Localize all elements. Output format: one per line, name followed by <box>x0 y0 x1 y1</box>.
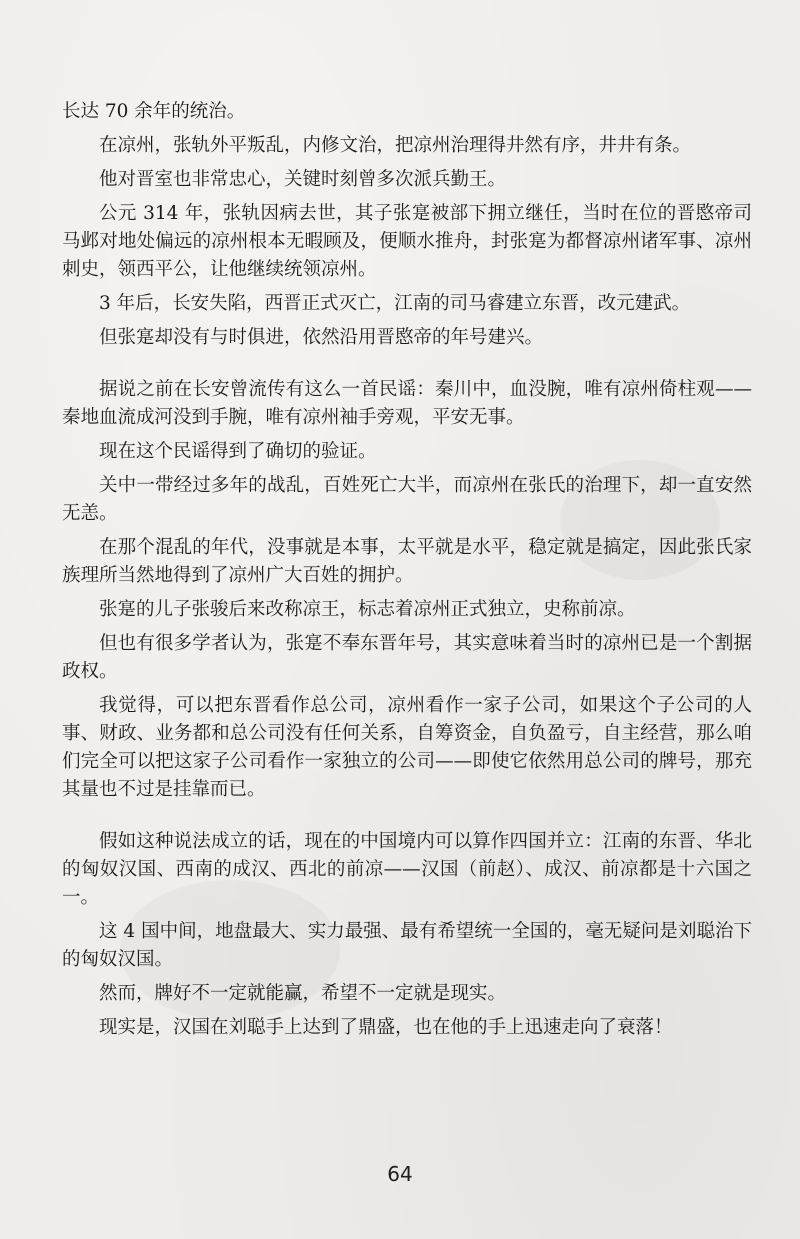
paragraph: 长达 70 余年的统治。 <box>62 101 246 122</box>
paragraph: 关中一带经过多年的战乱，百姓死亡大半，而凉州在张氏的治理下，却一直安然无恙。 <box>62 475 752 524</box>
paragraph: 在凉州，张轨外平叛乱，内修文治，把凉州治理得井然有序，井井有条。 <box>99 135 692 156</box>
paragraph: 但张寔却没有与时俱进，依然沿用晋愍帝的年号建兴。 <box>99 327 544 348</box>
paragraph: 但也有很多学者认为，张寔不奉东晋年号，其实意味着当时的凉州已是一个割据政权。 <box>62 633 752 682</box>
paragraph: 现在这个民谣得到了确切的验证。 <box>99 441 377 462</box>
paragraph: 现实是，汉国在刘聪手上达到了鼎盛，也在他的手上迅速走向了衰落！ <box>99 1017 673 1038</box>
paragraph: 公元 314 年，张轨因病去世，其子张寔被部下拥立继任，当时在位的晋愍帝司马邺对地处偏远的凉州根本无暇顾及，便顺水推舟，封张寔为都督凉州诸军事、凉州刺史，领西平公，让他继续统领凉州。 <box>62 203 752 280</box>
paragraph: 他对晋室也非常忠心，关键时刻曾多次派兵勤王。 <box>99 169 507 190</box>
paragraph: 这 4 国中间，地盘最大、实力最强、最有希望统一全国的，毫无疑问是刘聪治下的匈奴汉国。 <box>62 921 752 970</box>
paragraph: 我觉得，可以把东晋看作总公司，凉州看作一家子公司，如果这个子公司的人事、财政、业务都和总公司没有任何关系，自筹资金，自负盈亏，自主经营，那么咱们完全可以把这家子公司看作一家独立的公司——即使它依然用总公司的牌号，那充其量也不过是挂靠而已。 <box>62 695 752 800</box>
paragraph: 在那个混乱的年代，没事就是本事，太平就是水平，稳定就是搞定，因此张氏家族理所当然地得到了凉州广大百姓的拥护。 <box>62 537 752 586</box>
paragraph: 据说之前在长安曾流传有这么一首民谣：秦川中，血没腕，唯有凉州倚柱观——秦地血流成河没到手腕，唯有凉州袖手旁观，平安无事。 <box>62 379 752 428</box>
page-number: 64 <box>387 1162 413 1186</box>
paragraph: 假如这种说法成立的话，现在的中国境内可以算作四国并立：江南的东晋、华北的匈奴汉国、西南的成汉、西北的前凉——汉国（前赵）、成汉、前凉都是十六国之一。 <box>62 831 752 908</box>
paragraph: 3 年后，长安失陷，西晋正式灭亡，江南的司马睿建立东晋，改元建武。 <box>99 293 691 314</box>
paragraph: 张寔的儿子张骏后来改称凉王，标志着凉州正式独立，史称前凉。 <box>99 599 636 620</box>
paragraph: 然而，牌好不一定就能赢，希望不一定就是现实。 <box>99 983 507 1004</box>
body-text <box>62 98 752 1048</box>
